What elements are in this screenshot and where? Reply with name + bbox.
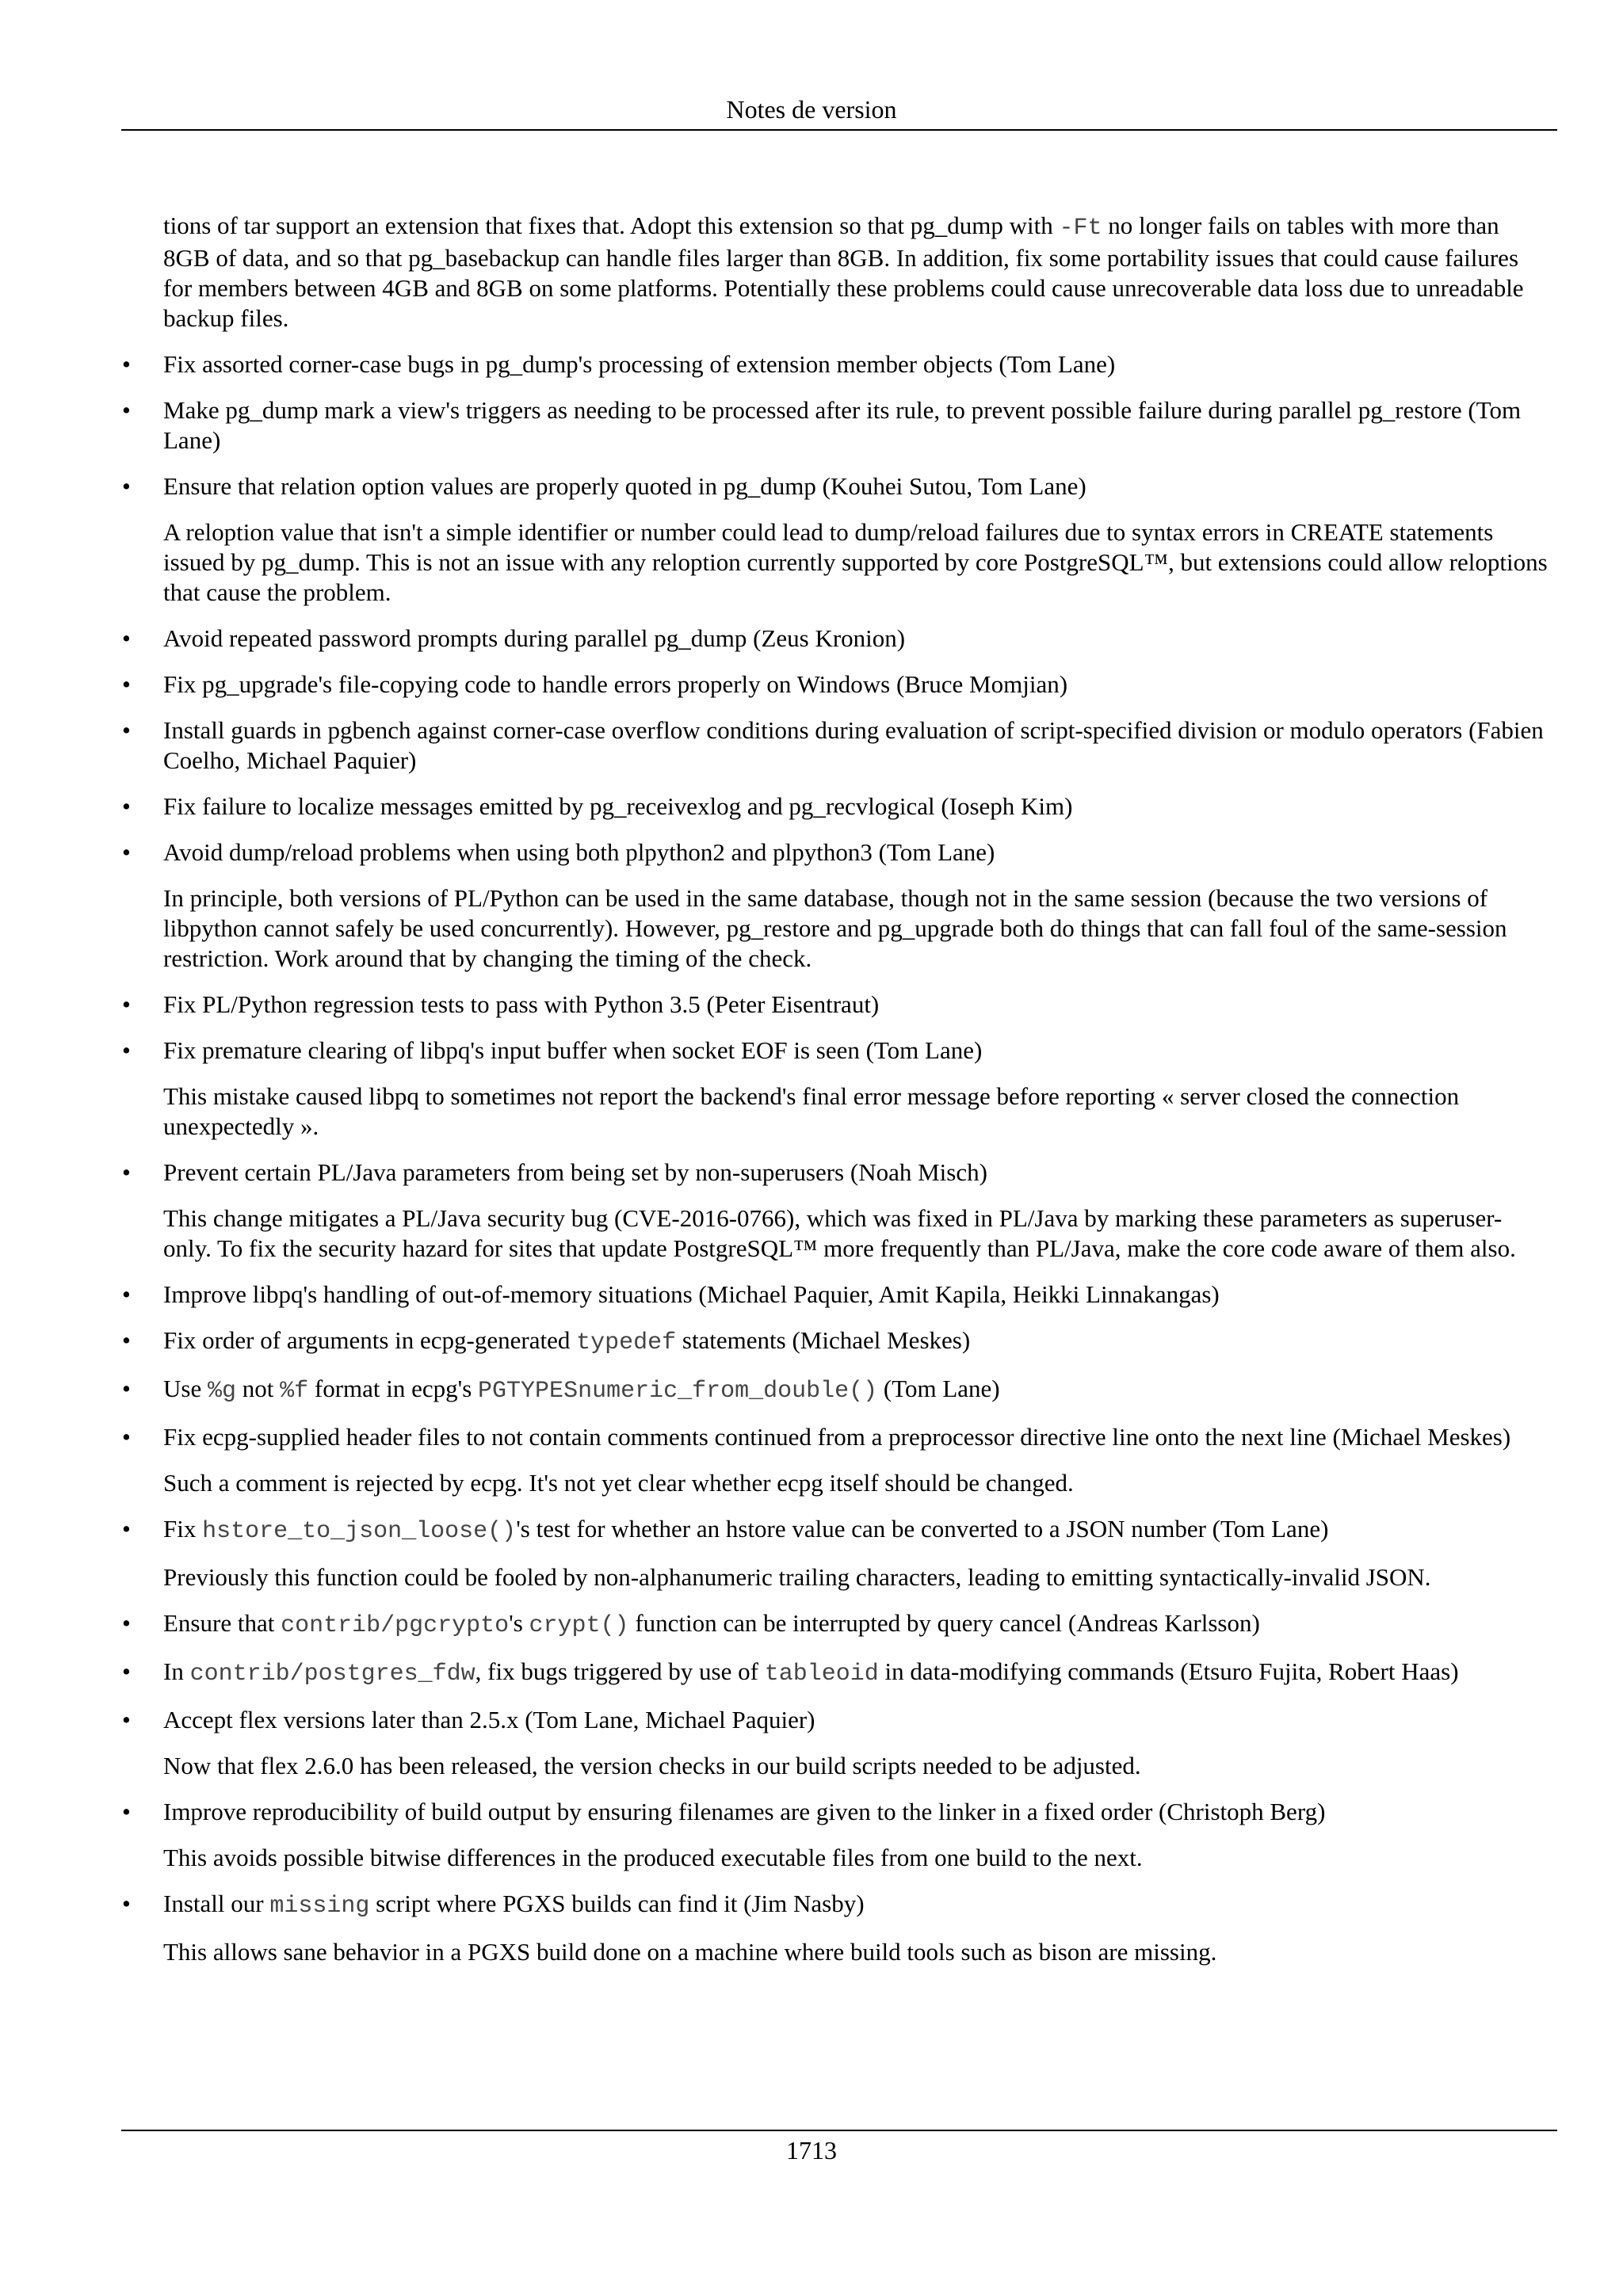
list-item xyxy=(122,1797,1550,1873)
item-note: This allows sane behavior in a PGXS build done on a machine where build tools such as bison are missing. xyxy=(163,1938,1217,1966)
bullet: • xyxy=(122,1515,131,1543)
text-segment: not xyxy=(235,1375,281,1402)
bullet: • xyxy=(122,716,131,744)
list-item xyxy=(122,1514,1550,1592)
intro-paragraph xyxy=(163,211,1550,334)
item-text xyxy=(163,1374,1550,1406)
code-function-name: hstore_to_json_loose() xyxy=(202,1518,517,1545)
text-segment: Use xyxy=(163,1375,208,1402)
code-path: contrib/postgres_fdw xyxy=(189,1661,475,1688)
list-item xyxy=(122,1889,1550,1967)
bullet: • xyxy=(122,670,131,698)
bullet: • xyxy=(122,838,131,866)
list-item xyxy=(122,1280,1550,1310)
list-item xyxy=(122,471,1550,608)
bullet: • xyxy=(122,1609,131,1637)
text-segment: 's xyxy=(509,1609,529,1637)
code-path: contrib/pgcrypto xyxy=(281,1612,510,1639)
item-text xyxy=(163,1657,1550,1689)
bullet: • xyxy=(122,1036,131,1064)
code-script-name: missing xyxy=(269,1893,370,1920)
text-segment: Fix order of arguments in ecpg-generated xyxy=(163,1326,577,1354)
item-note: Previously this function could be fooled by non-alphanumeric trailing characters, leading to emitting syntactically-invalid JSON. xyxy=(163,1563,1431,1591)
text-segment: Fix xyxy=(163,1515,203,1543)
item-text: Avoid dump/reload problems when using both plpython2 and plpython3 (Tom Lane) xyxy=(163,838,995,866)
item-text: Avoid repeated password prompts during parallel pg_dump (Zeus Kronion) xyxy=(163,624,906,652)
text-segment: , fix bugs triggered by use of xyxy=(475,1657,765,1685)
item-text: Fix pg_upgrade's file-copying code to handle errors properly on Windows (Bruce Momjian) xyxy=(163,670,1068,698)
list-item xyxy=(122,669,1550,700)
item-text: Improve reproducibility of build output by ensuring filenames are given to the linker in a fixed order (Christoph Berg) xyxy=(163,1798,1326,1825)
text-segment: statements (Michael Meskes) xyxy=(676,1326,971,1354)
bullet: • xyxy=(122,1423,131,1451)
item-text: Prevent certain PL/Java parameters from being set by non-superusers (Noah Misch) xyxy=(163,1158,987,1186)
list-item xyxy=(122,1705,1550,1781)
item-text: Fix ecpg-supplied header files to not contain comments continued from a preprocessor directive line onto the next line (Michael Meskes) xyxy=(163,1423,1511,1451)
item-text xyxy=(163,1608,1550,1641)
list-item xyxy=(122,1325,1550,1358)
header-rule xyxy=(121,129,1557,131)
list-item xyxy=(122,349,1550,379)
bullet: • xyxy=(122,792,131,820)
item-text xyxy=(163,1325,1550,1358)
list-item xyxy=(122,791,1550,822)
bullet: • xyxy=(122,396,131,424)
item-text: Improve libpq's handling of out-of-memory situations (Michael Paquier, Amit Kapila, Heikki Linnakangas) xyxy=(163,1280,1220,1308)
list-item xyxy=(122,1158,1550,1264)
item-note: Such a comment is rejected by ecpg. It's not yet clear whether ecpg itself should be changed. xyxy=(163,1469,1074,1497)
intro-code-ft: -Ft xyxy=(1059,215,1102,242)
list-item xyxy=(122,624,1550,654)
item-text: Fix premature clearing of libpq's input buffer when socket EOF is seen (Tom Lane) xyxy=(163,1036,983,1064)
item-text: Fix PL/Python regression tests to pass with Python 3.5 (Peter Eisentraut) xyxy=(163,990,880,1018)
bullet: • xyxy=(122,1798,131,1825)
bullet: • xyxy=(122,1375,131,1402)
item-text: Accept flex versions later than 2.5.x (Tom Lane, Michael Paquier) xyxy=(163,1706,815,1733)
item-note: This avoids possible bitwise differences in the produced executable files from one build to the next. xyxy=(163,1844,1143,1871)
running-header: Notes de version xyxy=(726,95,897,124)
code-function-name: crypt() xyxy=(529,1612,629,1639)
list-item xyxy=(122,1035,1550,1142)
footer-rule xyxy=(121,2130,1557,2131)
text-segment: function can be interrupted by query cancel (Andreas Karlsson) xyxy=(628,1609,1260,1637)
bullet: • xyxy=(122,1158,131,1186)
item-text: Install guards in pgbench against corner-case overflow conditions during evaluation of script-specified division or modulo operators (Fabien Coelho, Michael Paquier) xyxy=(163,716,1544,774)
item-note: A reloption value that isn't a simple identifier or number could lead to dump/reload failures due to syntax errors in CREATE statements issued by pg_dump. This is not an issue with any reloption currently supported by core PostgreSQL™, but extensions could allow reloptions that cause the problem. xyxy=(163,518,1548,606)
bullet: • xyxy=(122,1280,131,1308)
bullet: • xyxy=(122,1326,131,1354)
text-segment: (Tom Lane) xyxy=(877,1375,1000,1402)
bullet: • xyxy=(122,990,131,1018)
intro-text-2: no longer fails on tables with more than 8GB of data, and so that pg_basebackup can handle files larger than 8GB. In addition, fix some portability issues that could cause failures for members between 4GB and 8GB on some platforms. Potentially these problems could cause unrecoverable data loss due to unreadable backup files. xyxy=(163,212,1524,332)
text-segment: 's test for whether an hstore value can be converted to a JSON number (Tom Lane) xyxy=(516,1515,1329,1543)
bullet: • xyxy=(122,472,131,500)
item-note: This change mitigates a PL/Java security bug (CVE-2016-0766), which was fixed in PL/Java by marking these parameters as superuser-only. To fix the security hazard for sites that update PostgreSQL™ more frequently than PL/Java, make the core code aware of them also. xyxy=(163,1204,1516,1262)
item-text xyxy=(163,1889,1550,1921)
code-typedef: typedef xyxy=(576,1329,677,1356)
item-text: Ensure that relation option values are properly quoted in pg_dump (Kouhei Sutou, Tom Lane) xyxy=(163,472,1086,500)
text-segment: Ensure that xyxy=(163,1609,281,1637)
item-text: Fix assorted corner-case bugs in pg_dump's processing of extension member objects (Tom Lane) xyxy=(163,350,1116,378)
bullet: • xyxy=(122,1706,131,1733)
code-format-f: %f xyxy=(280,1378,309,1405)
list-item xyxy=(122,395,1550,456)
page-number: 1713 xyxy=(786,2136,837,2164)
item-text: Make pg_dump mark a view's triggers as needing to be processed after its rule, to prevent possible failure during parallel pg_restore (Tom Lane) xyxy=(163,396,1522,454)
code-function-name: PGTYPESnumeric_from_double() xyxy=(478,1378,878,1405)
text-segment: Install our xyxy=(163,1890,270,1917)
item-note: This mistake caused libpq to sometimes not report the backend's final error message before reporting « server closed the connection unexpectedly ». xyxy=(163,1082,1460,1140)
list-item xyxy=(122,990,1550,1020)
text-segment: format in ecpg's xyxy=(308,1375,479,1402)
list-item xyxy=(122,1374,1550,1406)
bullet: • xyxy=(122,1890,131,1917)
item-text: Fix failure to localize messages emitted by pg_receivexlog and pg_recvlogical (Ioseph Kim) xyxy=(163,792,1073,820)
text-segment: In xyxy=(163,1657,190,1685)
text-segment: script where PGXS builds can find it (Jim Nasby) xyxy=(369,1890,865,1917)
bullet: • xyxy=(122,350,131,378)
page-body xyxy=(122,211,1550,1983)
item-note: Now that flex 2.6.0 has been released, the version checks in our build scripts needed to be adjusted. xyxy=(163,1752,1141,1779)
text-segment: in data-modifying commands (Etsuro Fujita, Robert Haas) xyxy=(878,1657,1459,1685)
bullet: • xyxy=(122,1657,131,1685)
list-item xyxy=(122,1608,1550,1641)
bullet: • xyxy=(122,624,131,652)
list-item xyxy=(122,1657,1550,1689)
list-item xyxy=(122,1422,1550,1498)
code-format-g: %g xyxy=(207,1378,236,1405)
intro-text-1: tions of tar support an extension that fixes that. Adopt this extension so that pg_dump with xyxy=(163,212,1060,239)
code-column-name: tableoid xyxy=(764,1661,879,1688)
item-text xyxy=(163,1514,1550,1547)
item-note: In principle, both versions of PL/Python can be used in the same database, though not in the same session (because the two versions of libpython cannot safely be used concurrently). However, pg_restore and pg_upgrade both do things that can fall foul of the same-session restriction. Work around that by changing the timing of the check. xyxy=(163,884,1507,972)
list-item xyxy=(122,715,1550,776)
list-item xyxy=(122,837,1550,974)
